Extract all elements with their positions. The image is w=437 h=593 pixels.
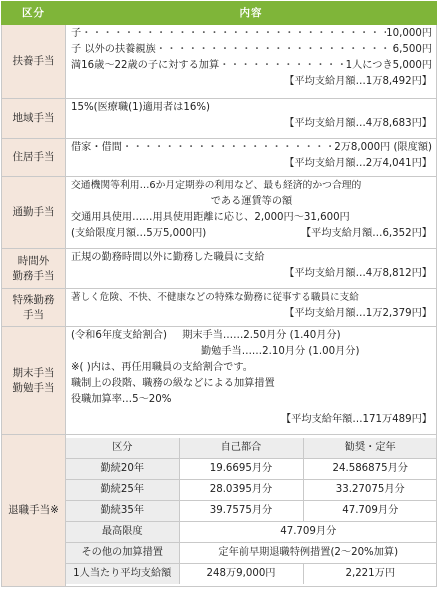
taishoku-row-label: 勤続20年 — [66, 458, 179, 479]
jikangai-average: 【平均支給月額…4万8,812円】 — [284, 268, 432, 279]
category-kimatsu — [2, 327, 66, 435]
jukyo-average: 【平均支給月額…2万4,041円】 — [284, 158, 432, 169]
kimatsu-rate-row — [71, 328, 432, 344]
content-chiiki — [66, 99, 437, 139]
taishoku-avg-retire: 2,221万円 — [303, 563, 437, 584]
content-jukyo — [66, 139, 437, 177]
jukyo-value: 2万8,000円 (限度額) — [334, 142, 432, 153]
chiiki-average: 【平均支給月額…4万8,683円】 — [284, 118, 432, 129]
taishoku-cell: 33.27075月分 — [303, 479, 437, 500]
category-kimatsu-line: 勤勉手当 — [12, 381, 55, 394]
row-jikangai — [2, 249, 437, 289]
fuyou-item-label: 子 以外の扶養親族 — [71, 44, 156, 55]
tsukin-limit-row — [71, 226, 432, 242]
fuyou-item-label: 満16歳～22歳の子に対する加算 — [71, 60, 220, 71]
category-chiiki: 地域手当 — [2, 99, 66, 139]
taishoku-table — [66, 438, 437, 584]
jukyo-label: 借家・借間 — [71, 142, 122, 153]
taishoku-header-row — [66, 438, 437, 459]
header-category: 区分 — [2, 2, 66, 25]
kimatsu-position-rate: 役職加算率…5～20% — [71, 394, 172, 405]
taishoku-row-label: 勤続25年 — [66, 479, 179, 500]
taishoku-cell: 24.586875月分 — [303, 458, 437, 479]
kimatsu-addition: 職制上の段階、職務の級などによる加算措置 — [71, 378, 275, 389]
table-row — [66, 500, 437, 521]
tsukin-line: 交通機関等利用…6か月定期券の利用など、最も経済的かつ合理的 — [71, 180, 362, 191]
row-taishoku — [2, 435, 437, 587]
taishoku-avg-self: 248万9,000円 — [179, 563, 303, 584]
taishoku-header: 自己都合 — [179, 438, 303, 459]
category-jikangai — [2, 249, 66, 289]
fuyou-average: 【平均支給月額…1万8,492円】 — [284, 76, 432, 87]
content-fuyou — [66, 25, 437, 99]
category-taishoku: 退職手当※ — [2, 435, 66, 587]
allowance-table — [1, 1, 437, 587]
chiiki-rate: 15%(医療職(1)適用者は16%) — [71, 102, 210, 113]
table-row — [66, 479, 437, 500]
taishoku-row-label: 勤続35年 — [66, 500, 179, 521]
allowance-table-container — [1, 1, 436, 591]
tsukin-average: 【平均支給月額…6,352円】 — [300, 228, 432, 239]
row-jukyo — [2, 139, 437, 177]
taishoku-cell: 39.7575月分 — [179, 500, 303, 521]
taishoku-max-label: 最高限度 — [66, 521, 179, 542]
tokushu-average: 【平均支給月額…1万2,379円】 — [284, 308, 432, 319]
jukyo-item — [71, 140, 432, 156]
table-row — [66, 458, 437, 479]
tokushu-desc: 著しく危険、不快、不健康などの特殊な勤務に従事する職員に支給 — [71, 292, 359, 303]
row-tsukin — [2, 177, 437, 249]
category-jikangai-line: 時間外 — [17, 254, 50, 267]
content-kimatsu — [66, 327, 437, 435]
content-taishoku — [66, 435, 437, 587]
fuyou-item-label: 子 — [71, 28, 82, 39]
fuyou-item — [71, 42, 432, 58]
category-kimatsu-line: 期末手当 — [12, 366, 55, 379]
content-tokushu — [66, 289, 437, 327]
header-content: 内容 — [66, 2, 437, 25]
kimatsu-note: ※( )内は、再任用職員の支給割合です。 — [71, 362, 253, 373]
taishoku-cell: 28.0395月分 — [179, 479, 303, 500]
table-row — [66, 542, 437, 563]
category-jukyo: 住居手当 — [2, 139, 66, 177]
taishoku-avg-label: 1人当たり平均支給額 — [66, 563, 179, 584]
content-tsukin — [66, 177, 437, 249]
kimatsu-kinben: 勤勉手当……2.10月分 (1.00月分) — [201, 346, 360, 357]
category-jikangai-line: 勤務手当 — [12, 269, 55, 282]
row-fuyou — [2, 25, 437, 99]
kimatsu-kimatsu: 期末手当……2.50月分 (1.40月分) — [182, 330, 341, 341]
fuyou-item-value: 6,500円 — [392, 44, 432, 55]
table-row — [66, 563, 437, 584]
taishoku-cell: 19.6695月分 — [179, 458, 303, 479]
fuyou-item — [71, 58, 432, 74]
tsukin-limit: (支給限度月額…5万5,000円) — [71, 228, 207, 239]
category-tsukin: 通勤手当 — [2, 177, 66, 249]
fuyou-item — [71, 26, 432, 42]
content-jikangai — [66, 249, 437, 289]
tsukin-line: 交通用具使用……用具使用距離に応じ、2,000円～31,600円 — [71, 212, 350, 223]
kimatsu-year: (令和6年度支給割合) — [71, 330, 167, 341]
jikangai-desc: 正規の勤務時間以外に勤務した職員に支給 — [71, 252, 265, 263]
category-fuyou: 扶養手当 — [2, 25, 66, 99]
table-row — [66, 521, 437, 542]
tsukin-line: である運賃等の額 — [210, 196, 293, 207]
taishoku-max-value: 47.709月分 — [179, 521, 437, 542]
table-header-row — [2, 2, 437, 25]
taishoku-cell: 47.709月分 — [303, 500, 437, 521]
taishoku-other-label: その他の加算措置 — [66, 542, 179, 563]
taishoku-header: 勧奨・定年 — [303, 438, 437, 459]
category-tokushu — [2, 289, 66, 327]
kimatsu-average: 【平均支給年額…171万489円】 — [281, 414, 432, 425]
fuyou-item-value: 10,000円 — [386, 28, 432, 39]
category-tokushu-line: 手当 — [23, 308, 44, 321]
taishoku-header: 区分 — [66, 438, 179, 459]
row-tokushu — [2, 289, 437, 327]
row-kimatsu — [2, 327, 437, 435]
category-tokushu-line: 特殊勤務 — [12, 293, 55, 306]
fuyou-item-value: 1人につき5,000円 — [345, 60, 432, 71]
row-chiiki — [2, 99, 437, 139]
taishoku-other-value: 定年前早期退職特例措置(2～20%加算) — [179, 542, 437, 563]
